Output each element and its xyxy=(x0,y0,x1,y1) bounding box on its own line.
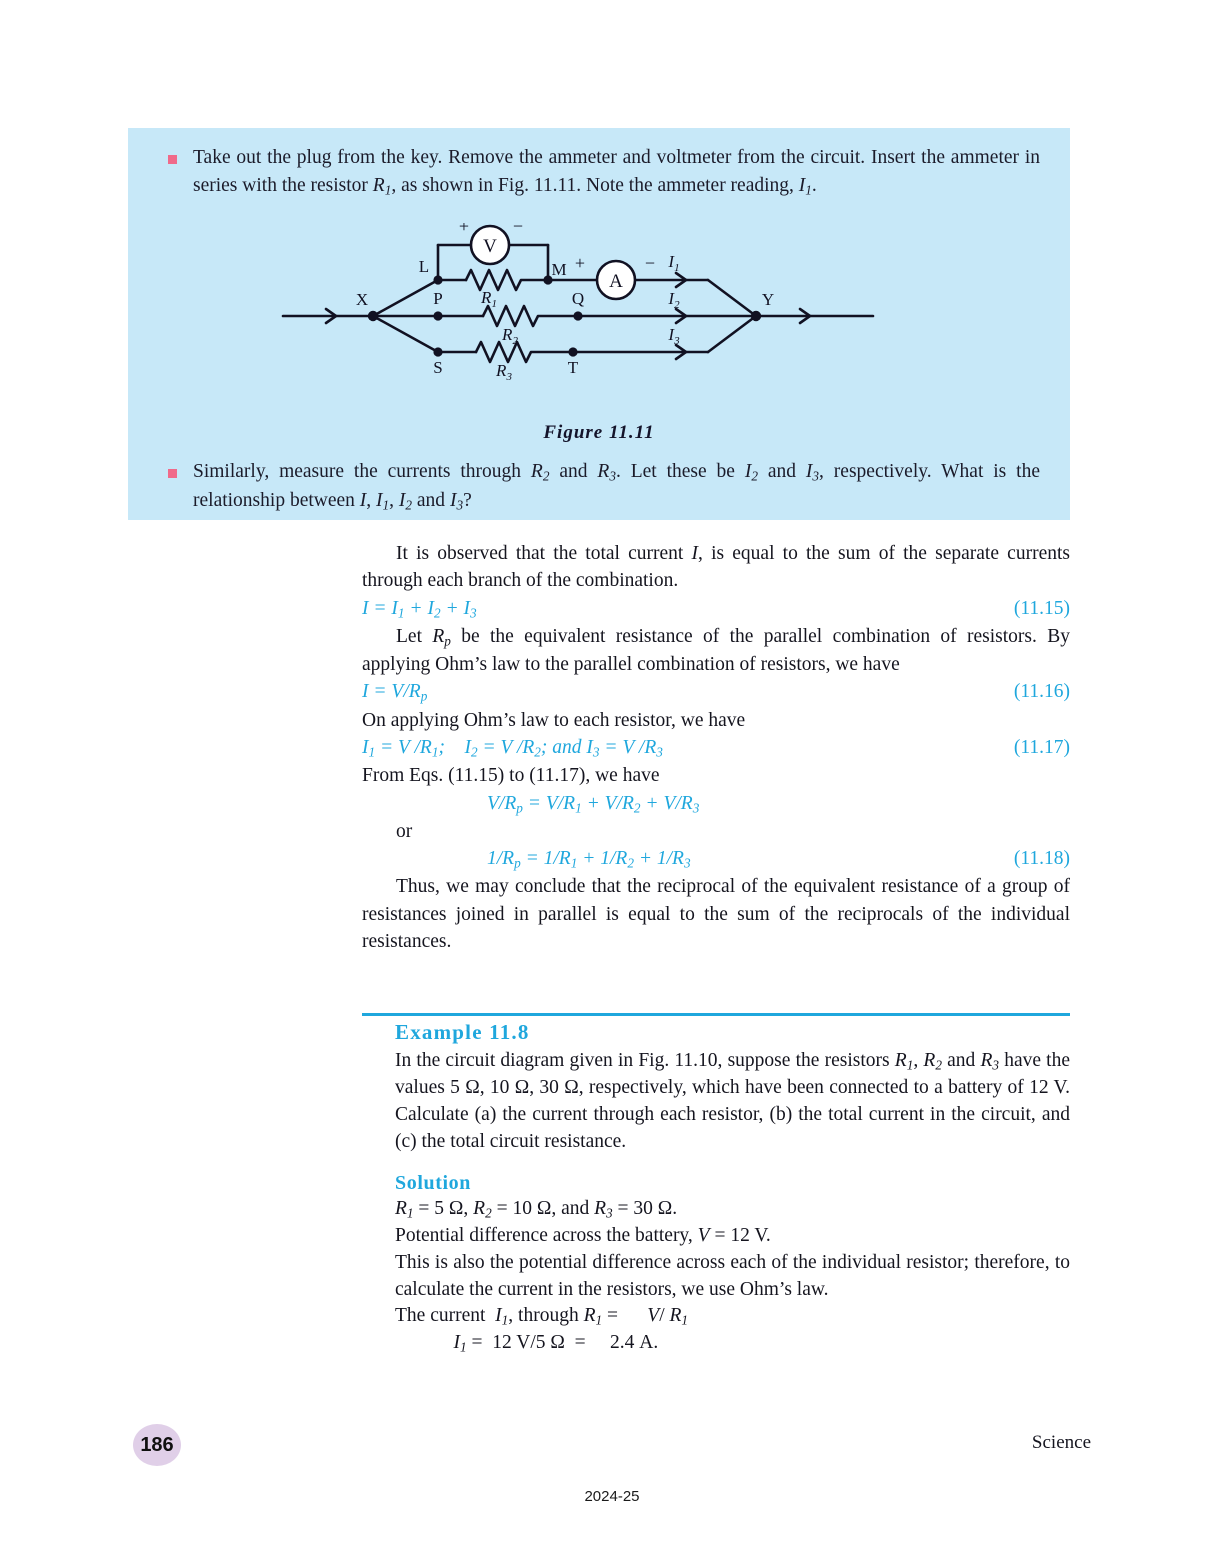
node-label-s: S xyxy=(433,358,443,377)
resistor-label-r3: $R_3$ xyxy=(496,361,512,383)
footer-year: 2024-25 xyxy=(584,1488,640,1505)
solution-line-4: The current $I_1$, through $R_1$ = V/ $R_1$ xyxy=(395,1305,689,1329)
equation-11-16-body: $I = V/R_p$ xyxy=(362,681,428,705)
equation-11-17-body: $I_1 = V$ $/R_1$; $I_2 = V$ $/R_2$; and $I_3 = V$ $/R_3$ xyxy=(362,736,663,760)
equation-11-17-number: (11.17) xyxy=(1013,736,1070,758)
footer-subject: Science xyxy=(1031,1432,1091,1453)
paragraph-let-rp: Let $R_p$ be the equivalent resistance of the parallel combination of resistors. By applying Ohm’s law to the parallel combination of resistors, we have xyxy=(362,625,1071,676)
equation-11-16 xyxy=(362,678,1070,706)
solution-heading: Solution xyxy=(395,1171,471,1194)
example-heading: Example 11.8 xyxy=(395,1020,530,1044)
node-dot-l xyxy=(433,275,442,284)
equation-vrp xyxy=(362,790,1070,818)
paragraph-conclusion: Thus, we may conclude that the reciprocal of the equivalent resistance of a group of resistances joined in parallel is equal to the sum of the reciprocals of the individual resistances. xyxy=(362,876,1070,952)
node-dot-q xyxy=(573,311,582,320)
node-label-l: L xyxy=(418,257,430,276)
current-label-i1: $I_1$ xyxy=(668,252,680,274)
node-dot-p xyxy=(433,311,442,320)
equation-11-18-body: $1/R_p = 1/R_1 + 1/R_2 + 1/R_3$ xyxy=(487,848,691,871)
equation-vrp-body: $V/R_p = V/R_1 + V/R_2 + V/R_3$ xyxy=(487,792,700,816)
example-divider-rule xyxy=(362,1013,1070,1016)
resistor-r3 xyxy=(476,342,573,362)
equation-11-15-body: $I = I_1 + I_2 + I_3$ xyxy=(362,597,477,621)
page-number-badge: 186 xyxy=(133,1424,181,1466)
node-label-q: Q xyxy=(571,289,585,308)
node-label-p: P xyxy=(433,289,443,308)
solution-line-2: Potential difference across the battery, V = 12 V. xyxy=(395,1224,771,1246)
square-bullet-icon xyxy=(168,469,177,478)
activity-bullet-1 xyxy=(168,144,1040,200)
resistor-label-r1: $R_1$ xyxy=(481,288,497,310)
example-statement: In the circuit diagram given in Fig. 11.10, suppose the resistors $R_1$, $R_2$ and $R_3$ have the values 5 Ω, 10 Ω, 30 Ω, respectively, which have been connected to a battery of 12 V. Calculate (a) the current through each resistor, (b) the total current in the circuit, and (c) the total circuit resistance. xyxy=(395,1050,1071,1152)
activity-box xyxy=(128,128,1070,520)
circuit-svg xyxy=(278,223,878,403)
ammeter-minus-sign: − xyxy=(644,253,656,273)
equation-11-16-number: (11.16) xyxy=(1013,681,1070,703)
resistor-r1 xyxy=(466,270,548,290)
ammeter-plus-sign: + xyxy=(574,253,586,273)
equation-11-18 xyxy=(362,845,1070,873)
resistor-label-r2: $R_2$ xyxy=(502,325,518,347)
activity-bullet-2-text: Similarly, measure the currents through $R_2$ and $R_3$. Let these be $I_2$ and $I_3$, respectively. What is the relationship between I, $I_1$, $I_2$ and $I_3$? xyxy=(193,461,1040,513)
solution-line-5: $I_1 = 12$ V/5 Ω = 2.4 A. xyxy=(453,1332,659,1356)
node-dot-y xyxy=(751,311,761,321)
wire-x-to-l xyxy=(373,280,438,316)
current-label-i2: $I_2$ xyxy=(668,289,680,311)
equation-11-18-number: (11.18) xyxy=(1013,848,1070,870)
ammeter-label: A xyxy=(609,271,623,292)
node-dot-x xyxy=(368,311,378,321)
voltmeter-minus-sign: − xyxy=(512,223,524,236)
node-label-t: T xyxy=(567,358,579,377)
wire-b1-to-y xyxy=(708,280,756,316)
solution-line-1: $R_1 = 5$ Ω, $R_2 = 10$ Ω, and $R_3 = 30$ Ω. xyxy=(395,1197,678,1221)
resistor-r2 xyxy=(483,306,578,326)
wire-b3-to-y xyxy=(708,316,756,352)
example-block xyxy=(395,1020,1070,1357)
square-bullet-icon xyxy=(168,155,177,164)
paragraph-on-applying: On applying Ohm’s law to each resistor, we have xyxy=(362,709,746,731)
solution-line-3: This is also the potential difference across each of the individual resistor; therefore, to calculate the current in the resistors, we use Ohm’s law. xyxy=(395,1251,1070,1300)
equation-11-15 xyxy=(362,595,1070,623)
equation-11-15-number: (11.15) xyxy=(1013,597,1070,619)
voltmeter-plus-sign: + xyxy=(458,223,470,236)
node-dot-t xyxy=(568,347,577,356)
node-label-m: M xyxy=(551,260,567,279)
or-connective: or xyxy=(396,820,413,842)
figure-caption: Figure 11.11 xyxy=(543,422,655,443)
circuit-diagram xyxy=(278,223,878,403)
paragraph-observed: It is observed that the total current I, is equal to the sum of the separate currents through each branch of the combination. xyxy=(362,543,1070,592)
node-label-x: X xyxy=(355,290,369,309)
paragraph-from-eqs: From Eqs. (11.15) to (11.17), we have xyxy=(362,765,660,787)
body-column xyxy=(362,540,1070,955)
node-dot-s xyxy=(433,347,442,356)
wire-x-to-s xyxy=(373,316,438,352)
node-label-y: Y xyxy=(761,290,775,309)
current-label-i3: $I_3$ xyxy=(668,325,680,347)
equation-11-17 xyxy=(362,734,1070,762)
voltmeter-label: V xyxy=(483,236,497,257)
activity-bullet-2 xyxy=(168,458,1040,515)
activity-bullet-1-text: Take out the plug from the key. Remove the ammeter and voltmeter from the circuit. Insert the ammeter in series with the resistor $R_1$, as shown in Fig. 11.11. Note the ammeter reading, $I_1$. xyxy=(193,147,1040,198)
